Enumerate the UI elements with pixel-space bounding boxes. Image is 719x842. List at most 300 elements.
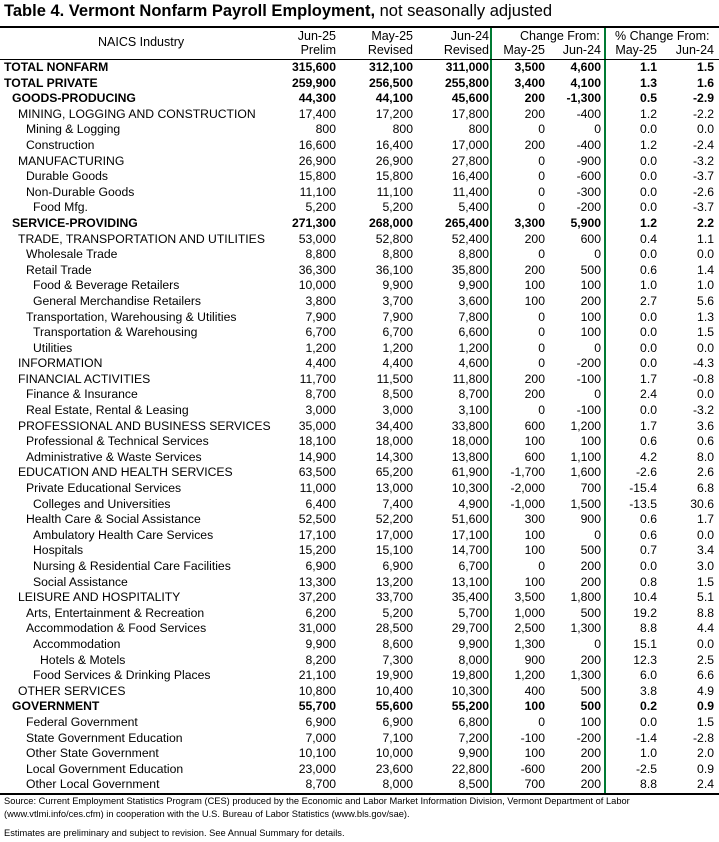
- cell-change-may25: 2,500: [514, 621, 545, 636]
- cell-pct-jun24: 1.5: [697, 325, 714, 340]
- cell-may25: 5,200: [382, 605, 413, 620]
- cell-pct-may25: -2.5: [635, 761, 657, 776]
- cell-pct-may25: 0.0: [640, 559, 657, 573]
- cell-may25: 34,400: [375, 418, 413, 433]
- cell-may25: 268,000: [368, 215, 413, 230]
- table-row: [0, 169, 719, 185]
- table-row: [0, 247, 719, 263]
- cell-change-may25: 200: [524, 106, 545, 121]
- industry-label: Utilities: [33, 340, 73, 355]
- cell-may25: 3,700: [382, 293, 413, 308]
- cell-jun25: 10,000: [298, 278, 336, 293]
- industry-label: Accommodation & Food Services: [26, 621, 207, 636]
- cell-may25: 11,100: [376, 184, 413, 199]
- table-row: [0, 465, 719, 481]
- cell-may25: 7,100: [382, 730, 413, 745]
- header-pct-change: % Change From:: [615, 29, 710, 43]
- cell-pct-jun24: -2.6: [692, 184, 714, 199]
- cell-change-may25: 100: [524, 278, 545, 293]
- cell-may25: 55,600: [375, 699, 413, 714]
- header-jun25-status: Prelim: [300, 43, 336, 57]
- cell-jun24: 33,800: [451, 418, 489, 433]
- cell-change-may25: 3,300: [514, 215, 545, 230]
- table-row: [0, 637, 719, 653]
- cell-pct-jun24: 2.2: [697, 215, 714, 230]
- cell-change-may25: 3,400: [514, 75, 545, 90]
- cell-pct-jun24: -3.2: [692, 403, 714, 418]
- industry-label: Food Services & Drinking Places: [33, 668, 211, 683]
- cell-jun24: 4,900: [458, 496, 489, 511]
- cell-jun25: 8,800: [305, 247, 336, 262]
- cell-change-may25: 0: [538, 559, 545, 573]
- cell-change-may25: -100: [520, 730, 545, 745]
- table-row: [0, 668, 719, 684]
- cell-change-jun24: 4,600: [570, 60, 601, 74]
- cell-may25: 19,900: [375, 668, 413, 683]
- cell-change-may25: 400: [524, 683, 545, 698]
- cell-may25: 18,000: [375, 434, 413, 449]
- cell-jun24: 27,800: [451, 153, 489, 168]
- cell-jun25: 6,200: [305, 605, 336, 620]
- table-title: [4, 2, 552, 21]
- cell-change-jun24: 200: [580, 559, 601, 573]
- cell-may25: 28,500: [375, 621, 413, 636]
- cell-jun25: 15,800: [298, 169, 336, 184]
- cell-jun25: 11,100: [299, 184, 336, 199]
- cell-change-jun24: 500: [580, 683, 601, 698]
- cell-change-jun24: -200: [576, 356, 601, 371]
- cell-change-jun24: 200: [580, 652, 601, 667]
- industry-label: Colleges and Universities: [33, 496, 171, 511]
- cell-pct-may25: 0.5: [640, 91, 657, 106]
- cell-may25: 7,900: [382, 309, 413, 324]
- cell-change-may25: 100: [524, 293, 545, 308]
- header-change-may25: May-25: [503, 43, 545, 57]
- cell-may25: 8,000: [382, 777, 413, 792]
- cell-may25: 13,200: [375, 574, 413, 589]
- header-change: Change From:: [520, 29, 600, 43]
- industry-label: MANUFACTURING: [18, 153, 125, 168]
- cell-jun25: 18,100: [298, 434, 336, 449]
- industry-label: Durable Goods: [26, 169, 108, 184]
- cell-change-jun24: 100: [580, 325, 601, 340]
- cell-change-may25: 3,500: [514, 60, 545, 74]
- cell-jun25: 26,900: [298, 153, 336, 168]
- cell-change-may25: 600: [524, 418, 545, 433]
- industry-label: Other State Government: [26, 746, 159, 761]
- cell-pct-may25: 1.2: [640, 137, 657, 152]
- cell-change-jun24: 0: [594, 387, 601, 402]
- header-jun24-date: Jun-24: [450, 29, 489, 43]
- cell-pct-may25: 0.0: [640, 200, 657, 215]
- cell-change-may25: 100: [524, 746, 545, 761]
- cell-jun25: 16,600: [298, 137, 336, 152]
- cell-change-may25: 0: [538, 184, 545, 199]
- industry-label: Mining & Logging: [26, 122, 121, 137]
- cell-change-jun24: 1,600: [570, 465, 601, 480]
- cell-change-jun24: -200: [576, 200, 601, 215]
- cell-jun25: 44,300: [298, 91, 336, 106]
- table-row: [0, 653, 719, 669]
- cell-pct-jun24: 5.6: [697, 293, 714, 308]
- cell-pct-may25: 0.6: [640, 527, 657, 542]
- cell-may25: 256,500: [368, 75, 413, 90]
- cell-jun24: 17,800: [451, 106, 489, 121]
- cell-jun24: 9,900: [458, 636, 489, 651]
- table-row: [0, 543, 719, 559]
- cell-pct-jun24: 0.0: [697, 122, 714, 137]
- cell-jun25: 11,700: [299, 371, 336, 386]
- cell-pct-jun24: -2.2: [692, 106, 714, 121]
- cell-change-jun24: -100: [576, 371, 601, 386]
- cell-pct-jun24: -3.7: [692, 169, 714, 184]
- cell-pct-jun24: 1.0: [697, 278, 714, 293]
- cell-jun25: 17,400: [298, 106, 336, 121]
- cell-pct-may25: 0.0: [640, 153, 657, 168]
- cell-pct-may25: 1.7: [640, 418, 657, 433]
- cell-pct-jun24: 6.8: [697, 481, 714, 496]
- cell-may25: 10,400: [375, 683, 413, 698]
- cell-change-jun24: 500: [580, 699, 601, 714]
- cell-may25: 17,200: [375, 106, 413, 121]
- cell-pct-may25: 0.6: [640, 512, 657, 527]
- table-row: [0, 200, 719, 216]
- cell-change-jun24: -1,300: [566, 91, 601, 106]
- cell-change-jun24: -900: [576, 153, 601, 168]
- cell-change-may25: 1,300: [514, 636, 545, 651]
- header-may25-date: May-25: [371, 29, 413, 43]
- industry-label: Accommodation: [33, 636, 121, 651]
- cell-change-may25: 700: [524, 777, 545, 792]
- cell-may25: 1,200: [382, 340, 413, 355]
- cell-pct-may25: 3.8: [640, 683, 657, 698]
- cell-pct-jun24: 6.6: [697, 668, 714, 683]
- cell-change-may25: 0: [538, 200, 545, 215]
- header-pct-jun24: Jun-24: [675, 43, 714, 57]
- cell-pct-may25: 0.0: [640, 714, 657, 729]
- table-row: [0, 762, 719, 778]
- cell-change-jun24: 5,900: [570, 215, 601, 230]
- cell-jun24: 255,800: [444, 75, 489, 90]
- cell-pct-jun24: 3.6: [697, 418, 714, 433]
- cell-jun24: 8,000: [458, 652, 489, 667]
- industry-label: PROFESSIONAL AND BUSINESS SERVICES: [18, 418, 271, 433]
- cell-pct-jun24: 2.4: [697, 777, 714, 792]
- cell-jun24: 18,000: [451, 434, 489, 449]
- cell-change-jun24: 1,300: [570, 621, 601, 636]
- cell-change-jun24: -400: [576, 137, 601, 152]
- cell-pct-may25: 2.4: [640, 387, 657, 402]
- cell-jun24: 311,000: [445, 60, 489, 74]
- cell-pct-may25: -2.6: [635, 465, 657, 480]
- industry-label: Food Mfg.: [33, 200, 88, 215]
- cell-jun24: 61,900: [451, 465, 489, 480]
- cell-jun25: 1,200: [305, 340, 336, 355]
- cell-jun24: 3,100: [458, 403, 489, 418]
- cell-pct-may25: 0.2: [640, 699, 657, 714]
- cell-jun24: 8,800: [458, 247, 489, 262]
- cell-jun25: 53,000: [298, 231, 336, 246]
- cell-jun24: 29,700: [451, 621, 489, 636]
- cell-change-jun24: 700: [580, 481, 601, 496]
- cell-may25: 16,400: [375, 137, 413, 152]
- cell-pct-may25: 0.4: [640, 231, 657, 246]
- cell-jun24: 6,800: [458, 714, 489, 729]
- cell-pct-jun24: 1.4: [697, 262, 714, 277]
- cell-change-jun24: 0: [594, 340, 601, 355]
- table-row: [0, 107, 719, 123]
- header-jun25-date: Jun-25: [297, 29, 336, 43]
- industry-label: Private Educational Services: [26, 481, 182, 496]
- industry-label: Administrative & Waste Services: [26, 449, 202, 464]
- table-row: [0, 606, 719, 622]
- cell-jun25: 8,700: [305, 777, 336, 792]
- cell-may25: 5,200: [382, 200, 413, 215]
- cell-jun24: 8,700: [458, 387, 489, 402]
- cell-pct-jun24: 0.9: [697, 761, 714, 776]
- cell-change-may25: -2,000: [510, 481, 545, 496]
- cell-jun24: 13,800: [451, 449, 489, 464]
- cell-change-jun24: 500: [580, 262, 601, 277]
- industry-label: Social Assistance: [33, 574, 128, 589]
- cell-jun24: 13,100: [451, 574, 489, 589]
- table-row: [0, 138, 719, 154]
- cell-jun25: 6,700: [305, 325, 336, 340]
- cell-change-may25: 600: [524, 449, 545, 464]
- industry-label: Transportation, Warehousing & Utilities: [26, 309, 237, 324]
- header-jun24: [444, 29, 489, 57]
- cell-jun24: 9,900: [458, 746, 489, 761]
- cell-change-jun24: 200: [580, 293, 601, 308]
- cell-change-jun24: 200: [580, 761, 601, 776]
- cell-change-jun24: 100: [580, 278, 601, 293]
- cell-change-jun24: 1,800: [570, 590, 601, 605]
- table-row: [0, 263, 719, 279]
- cell-pct-may25: 1.2: [640, 106, 657, 121]
- cell-jun25: 8,700: [305, 387, 336, 402]
- cell-change-may25: 300: [524, 512, 545, 527]
- cell-change-may25: 100: [524, 699, 545, 714]
- cell-may25: 7,400: [382, 496, 413, 511]
- estimates-note: Estimates are preliminary and subject to revision. See Annual Summary for details.: [4, 828, 345, 838]
- industry-label: TOTAL NONFARM: [4, 60, 109, 74]
- cell-jun24: 800: [468, 122, 489, 137]
- header-jun24-status: Revised: [443, 43, 489, 57]
- industry-label: Hospitals: [33, 543, 84, 558]
- cell-pct-may25: 1.0: [640, 746, 657, 761]
- cell-jun24: 7,200: [458, 730, 489, 745]
- cell-jun24: 17,100: [451, 527, 489, 542]
- cell-jun25: 4,400: [305, 356, 336, 371]
- cell-pct-jun24: 1.7: [697, 512, 714, 527]
- table-row: [0, 341, 719, 357]
- cell-pct-jun24: 0.0: [697, 387, 714, 402]
- industry-label: MINING, LOGGING AND CONSTRUCTION: [18, 106, 256, 121]
- cell-jun24: 9,900: [458, 278, 489, 293]
- cell-change-jun24: 100: [580, 714, 601, 729]
- cell-may25: 8,500: [382, 387, 413, 402]
- table-row: [0, 60, 719, 76]
- cell-jun25: 9,900: [305, 636, 336, 651]
- cell-pct-may25: 10.4: [633, 590, 657, 605]
- industry-label: Ambulatory Health Care Services: [33, 527, 214, 542]
- cell-jun25: 3,800: [305, 293, 336, 308]
- table-row: [0, 699, 719, 715]
- table-row: [0, 403, 719, 419]
- cell-pct-jun24: 5.1: [697, 590, 714, 605]
- cell-pct-jun24: 0.9: [697, 699, 714, 714]
- cell-jun24: 6,600: [458, 325, 489, 340]
- cell-change-jun24: 500: [580, 543, 601, 558]
- cell-pct-jun24: 4.9: [697, 683, 714, 698]
- cell-change-may25: 0: [538, 340, 545, 355]
- table-row: [0, 154, 719, 170]
- cell-jun25: 6,900: [305, 559, 336, 573]
- cell-change-jun24: -300: [576, 184, 601, 199]
- cell-change-jun24: 0: [594, 527, 601, 542]
- industry-label: Local Government Education: [26, 761, 184, 776]
- cell-pct-jun24: 0.0: [697, 340, 714, 355]
- cell-may25: 17,000: [375, 527, 413, 542]
- cell-pct-jun24: -2.4: [692, 137, 714, 152]
- cell-jun25: 17,100: [298, 527, 336, 542]
- header-change-jun24: Jun-24: [562, 43, 601, 57]
- cell-change-jun24: 0: [594, 247, 601, 262]
- cell-pct-may25: 4.2: [640, 449, 657, 464]
- cell-jun24: 1,200: [458, 340, 489, 355]
- table-row: [0, 528, 719, 544]
- cell-jun24: 22,800: [451, 761, 489, 776]
- industry-label: FINANCIAL ACTIVITIES: [18, 371, 151, 386]
- cell-pct-jun24: 1.1: [697, 231, 714, 246]
- table-row: [0, 278, 719, 294]
- cell-pct-may25: 0.6: [640, 434, 657, 449]
- cell-jun24: 17,000: [451, 137, 489, 152]
- cell-pct-may25: 15.1: [633, 636, 657, 651]
- cell-jun25: 11,000: [299, 481, 336, 496]
- cell-may25: 52,200: [375, 512, 413, 527]
- cell-change-jun24: 600: [580, 231, 601, 246]
- cell-pct-may25: 8.8: [640, 777, 657, 792]
- cell-change-jun24: -400: [576, 106, 601, 121]
- cell-pct-jun24: 4.4: [697, 621, 714, 636]
- cell-pct-jun24: 1.6: [697, 75, 714, 90]
- industry-label: Other Local Government: [26, 777, 160, 792]
- cell-jun25: 8,200: [305, 652, 336, 667]
- cell-may25: 4,400: [382, 356, 413, 371]
- cell-jun24: 8,500: [458, 777, 489, 792]
- cell-jun25: 315,600: [291, 60, 336, 74]
- header-jun25: [298, 29, 336, 57]
- table-row: [0, 575, 719, 591]
- cell-change-may25: -600: [520, 761, 545, 776]
- cell-change-jun24: -100: [576, 403, 601, 418]
- cell-pct-jun24: -3.2: [692, 153, 714, 168]
- table-row: [0, 450, 719, 466]
- cell-change-may25: 100: [524, 434, 545, 449]
- cell-change-may25: 3,500: [514, 590, 545, 605]
- cell-pct-jun24: -3.7: [692, 200, 714, 215]
- cell-pct-may25: 0.0: [640, 325, 657, 340]
- table-header: [0, 28, 719, 60]
- cell-change-may25: 0: [538, 325, 545, 340]
- industry-label: Arts, Entertainment & Recreation: [26, 605, 205, 620]
- table-row: [0, 559, 719, 575]
- cell-pct-may25: 0.0: [640, 184, 657, 199]
- cell-jun25: 55,700: [298, 699, 336, 714]
- industry-label: Transportation & Warehousing: [33, 325, 198, 340]
- cell-jun24: 19,800: [451, 668, 489, 683]
- cell-pct-jun24: -2.8: [692, 730, 714, 745]
- table-row: [0, 216, 719, 232]
- cell-may25: 44,100: [375, 91, 413, 106]
- cell-change-jun24: 1,100: [570, 449, 601, 464]
- cell-jun24: 14,700: [451, 543, 489, 558]
- cell-pct-jun24: 2.6: [697, 465, 714, 480]
- industry-label: LEISURE AND HOSPITALITY: [18, 590, 181, 605]
- cell-jun24: 35,400: [451, 590, 489, 605]
- cell-change-may25: 0: [538, 247, 545, 262]
- cell-jun25: 800: [315, 122, 336, 137]
- cell-jun25: 271,300: [291, 215, 336, 230]
- cell-change-may25: 900: [524, 652, 545, 667]
- industry-label: Federal Government: [26, 714, 138, 729]
- cell-jun25: 37,200: [298, 590, 336, 605]
- cell-change-may25: 200: [524, 91, 545, 106]
- table-row: [0, 684, 719, 700]
- cell-jun24: 4,600: [458, 356, 489, 371]
- cell-pct-jun24: -2.9: [692, 91, 714, 106]
- cell-may25: 65,200: [375, 465, 413, 480]
- industry-label: Real Estate, Rental & Leasing: [26, 403, 189, 418]
- cell-change-may25: 200: [524, 371, 545, 386]
- header-may25: [368, 29, 413, 57]
- cell-jun24: 265,400: [444, 215, 489, 230]
- cell-may25: 9,900: [382, 278, 413, 293]
- cell-change-jun24: 0: [594, 122, 601, 137]
- cell-pct-jun24: 30.6: [690, 496, 714, 511]
- cell-pct-may25: 0.0: [640, 247, 657, 262]
- industry-label: GOODS-PRODUCING: [12, 91, 136, 106]
- source-note: Source: Current Employment Statistics Program (CES) produced by the Economic and Labor Market Information Division, Vermont Department of Labor (www.vtlmi.info/ces.cfm) in cooperation with the U.S. Bureau of Labor Statistics (www.bls.gov/sae).: [4, 796, 630, 819]
- cell-may25: 36,100: [375, 262, 413, 277]
- cell-pct-may25: 0.0: [640, 169, 657, 184]
- cell-pct-may25: 1.2: [640, 215, 657, 230]
- industry-label: Hotels & Motels: [40, 652, 126, 667]
- cell-may25: 26,900: [375, 153, 413, 168]
- table-row: [0, 185, 719, 201]
- industry-label: Wholesale Trade: [26, 247, 118, 262]
- table-body: [0, 60, 719, 793]
- payroll-table: [0, 26, 719, 795]
- table-row: [0, 76, 719, 92]
- cell-jun24: 55,200: [451, 699, 489, 714]
- cell-pct-may25: 1.3: [640, 75, 657, 90]
- industry-label: Food & Beverage Retailers: [33, 278, 180, 293]
- cell-jun24: 10,300: [451, 683, 489, 698]
- cell-change-may25: 0: [538, 403, 545, 418]
- industry-label: OTHER SERVICES: [18, 683, 126, 698]
- industry-label: State Government Education: [26, 730, 183, 745]
- cell-change-may25: 200: [524, 137, 545, 152]
- cell-pct-may25: 0.7: [640, 543, 657, 558]
- cell-pct-jun24: 1.5: [697, 60, 714, 74]
- cell-change-jun24: 200: [580, 574, 601, 589]
- table-row: [0, 512, 719, 528]
- cell-jun25: 10,800: [298, 683, 336, 698]
- cell-change-jun24: 200: [580, 746, 601, 761]
- cell-jun25: 6,400: [305, 496, 336, 511]
